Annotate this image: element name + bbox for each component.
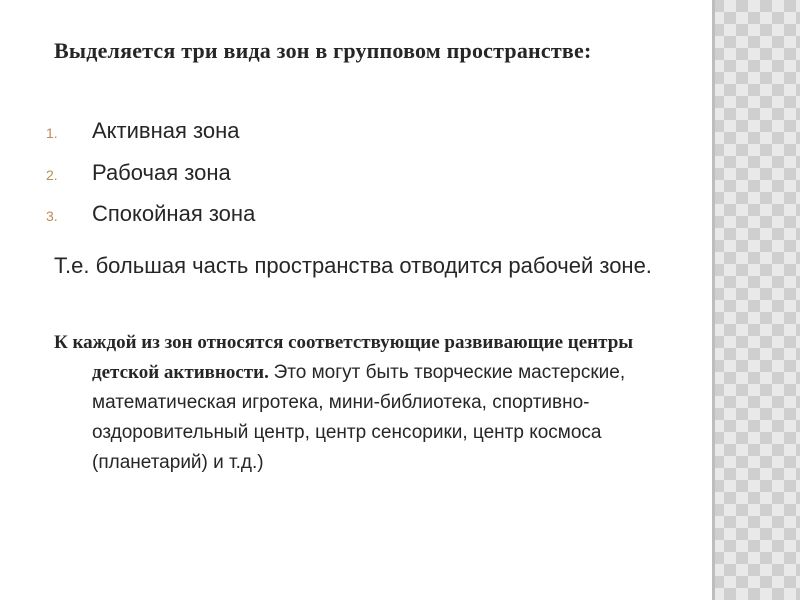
list-text: Активная зона [92, 118, 240, 143]
centers-examples-text: Это могут быть творческие мастерские, математическая игротека, мини-библиотека, спортивно-оздоровительный центр, центр сенсорики, центр космоса (планетарий) и т.д.) [92, 362, 626, 473]
list-item-work-zone [46, 160, 646, 200]
centers-bold-text: К каждой из зон относятся соответствующие развивающие центры детской активности. [54, 332, 634, 383]
decorative-side-panel [712, 0, 800, 600]
list-number: 2. [46, 167, 58, 183]
list-item-calm-zone [46, 201, 646, 241]
list-number: 3. [46, 208, 58, 224]
slide-heading: Выделяется три вида зон в групповом пространстве: [54, 38, 592, 63]
list-item-active-zone [46, 118, 646, 158]
list-text: Спокойная зона [92, 201, 256, 226]
list-text: Рабочая зона [92, 160, 231, 185]
list-number: 1. [46, 125, 58, 141]
summary-paragraph: Т.е. большая часть пространства отводится рабочей зоне. [54, 253, 652, 278]
centers-paragraph [54, 328, 692, 478]
